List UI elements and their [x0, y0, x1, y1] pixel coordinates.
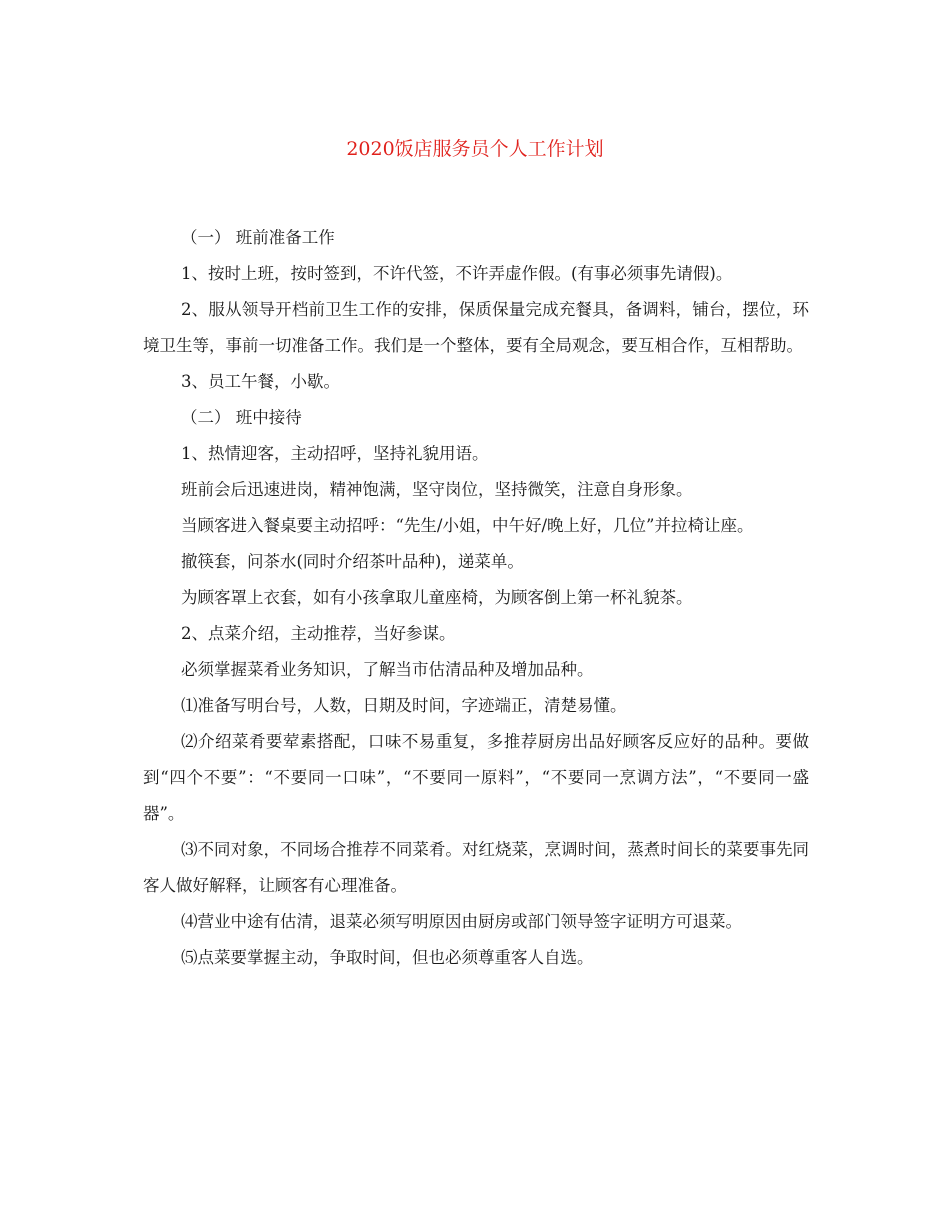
paragraph: 2、服从领导开档前卫生工作的安排，保质保量完成充餐具，备调料，铺台，摆位，环境卫生等，事前一切准备工作。我们是一个整体，要有全局观念，要互相合作，互相帮助。 [143, 300, 809, 355]
paragraph: ⑶不同对象，不同场合推荐不同菜肴。对红烧菜，烹调时间，蒸煮时间长的菜要事先同客人做好解释，让顾客有心理准备。 [143, 840, 809, 895]
paragraph: 1、按时上班，按时签到，不许代签，不许弄虚作假。(有事必须事先请假)。 [181, 264, 733, 283]
paragraph: 3、员工午餐，小歇。 [181, 372, 340, 391]
paragraph: ⑵介绍菜肴要荤素搭配，口味不易重复，多推荐厨房出品好顾客反应好的品种。要做到“四个不要”：“不要同一口味”，“不要同一原料”，“不要同一烹调方法”，“不要同一盛器”。 [143, 732, 809, 823]
paragraph: ⑴准备写明台号，人数，日期及时间，字迹端正，清楚易懂。 [181, 696, 627, 715]
section-heading-in-shift: （二） 班中接待 [181, 408, 302, 427]
paragraph: ⑷营业中途有估清，退菜必须写明原因由厨房或部门领导签字证明方可退菜。 [181, 912, 742, 931]
paragraph: 撤筷套，问茶水(同时介绍茶叶品种)，递菜单。 [181, 552, 524, 571]
paragraph: ⑸点菜要掌握主动，争取时间，但也必须尊重客人自选。 [181, 948, 594, 967]
document-title: 2020饭店服务员个人工作计划 [346, 138, 604, 160]
paragraph: 为顾客罩上衣套，如有小孩拿取儿童座椅，为顾客倒上第一杯礼貌茶。 [181, 588, 693, 607]
paragraph: 当顾客进入餐桌要主动招呼：“先生/小姐，中午好/晚上好，几位”并拉椅让座。 [181, 516, 754, 535]
paragraph: 必须掌握菜肴业务知识，了解当市估清品种及增加品种。 [181, 660, 594, 679]
paragraph: 班前会后迅速进岗，精神饱满，坚守岗位，坚持微笑，注意自身形象。 [181, 480, 693, 499]
paragraph: 1、热情迎客，主动招呼，坚持礼貌用语。 [181, 444, 489, 463]
paragraph: 2、点菜介绍，主动推荐，当好参谋。 [181, 624, 456, 643]
section-heading-pre-shift: （一） 班前准备工作 [181, 228, 335, 247]
document-body [143, 220, 809, 976]
